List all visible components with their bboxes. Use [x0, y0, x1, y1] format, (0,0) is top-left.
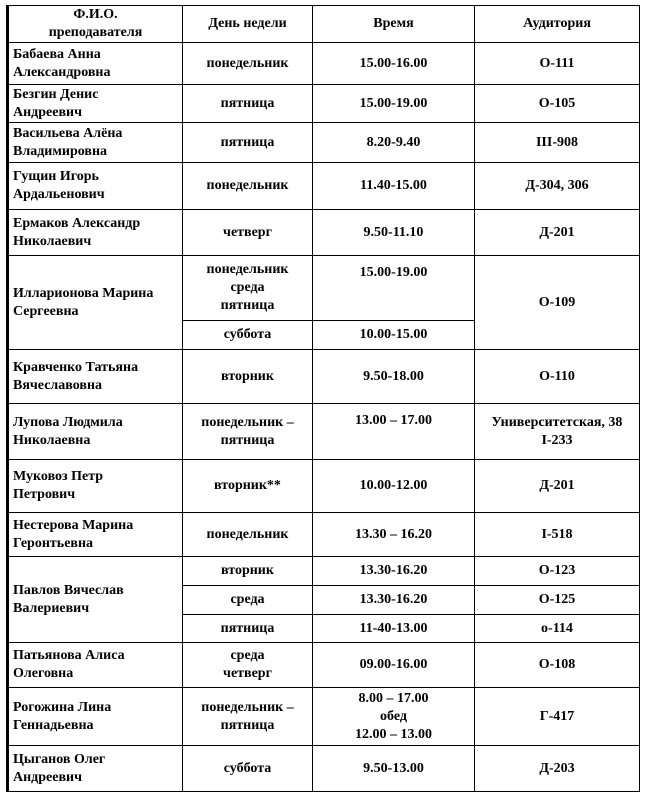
day-cell: понедельник – пятница — [183, 404, 313, 460]
day-cell: понедельник — [183, 163, 313, 210]
day-cell: вторник — [183, 350, 313, 404]
day-cell: вторник — [183, 557, 313, 586]
header-day: День недели — [183, 6, 313, 43]
time-cell: 9.50-11.10 — [313, 210, 475, 256]
room-cell: О-109 — [475, 256, 640, 350]
teacher-name: Цыганов Олег Андреевич — [8, 746, 183, 792]
time-cell: 9.50-13.00 — [313, 746, 475, 792]
day-cell: среда — [183, 586, 313, 615]
room-cell: О-110 — [475, 350, 640, 404]
time-cell: 10.00-12.00 — [313, 460, 475, 513]
day-cell: суббота — [183, 746, 313, 792]
table-row — [8, 513, 640, 557]
time-cell: 10.00-15.00 — [313, 321, 475, 350]
time-cell: 13.30-16.20 — [313, 586, 475, 615]
room-cell: О-108 — [475, 643, 640, 688]
time-cell: 11.40-15.00 — [313, 163, 475, 210]
room-cell: III-908 — [475, 123, 640, 163]
time-cell: 13.00 – 17.00 — [313, 404, 475, 460]
table-row — [8, 643, 640, 688]
table-row — [8, 163, 640, 210]
room-cell: О-111 — [475, 43, 640, 85]
room-cell: Д-201 — [475, 210, 640, 256]
time-cell: 13.30 – 16.20 — [313, 513, 475, 557]
table-row — [8, 746, 640, 792]
teacher-name: Гущин Игорь Ардальенович — [8, 163, 183, 210]
table-row — [8, 688, 640, 746]
day-cell: пятница — [183, 123, 313, 163]
day-cell: понедельник – пятница — [183, 688, 313, 746]
day-cell: пятница — [183, 615, 313, 643]
page-title-cropped — [70, 0, 590, 3]
teacher-name: Безгин Денис Андреевич — [8, 85, 183, 123]
teacher-name: Муковоз Петр Петрович — [8, 460, 183, 513]
teacher-name: Кравченко Татьяна Вячеславовна — [8, 350, 183, 404]
room-cell: Д-201 — [475, 460, 640, 513]
day-cell: пятница — [183, 85, 313, 123]
teacher-name: Патьянова Алиса Олеговна — [8, 643, 183, 688]
room-cell: О-125 — [475, 586, 640, 615]
table-row — [8, 85, 640, 123]
time-cell: 15.00-19.00 — [313, 85, 475, 123]
teacher-name: Рогожина Лина Геннадьевна — [8, 688, 183, 746]
time-cell: 15.00-19.00 — [313, 256, 475, 321]
teacher-name: Павлов Вячеслав Валериевич — [8, 557, 183, 643]
day-cell: среда четверг — [183, 643, 313, 688]
table-row — [8, 460, 640, 513]
table-header-row — [8, 6, 640, 43]
time-cell: 09.00-16.00 — [313, 643, 475, 688]
day-cell: четверг — [183, 210, 313, 256]
header-time: Время — [313, 6, 475, 43]
table-row — [8, 350, 640, 404]
room-cell: о-114 — [475, 615, 640, 643]
teacher-name: Бабаева Анна Александровна — [8, 43, 183, 85]
teacher-name: Васильева Алёна Владимировна — [8, 123, 183, 163]
table-row — [8, 123, 640, 163]
table-row — [8, 404, 640, 460]
day-cell: вторник** — [183, 460, 313, 513]
room-cell: Д-203 — [475, 746, 640, 792]
teacher-name: Илларионова Марина Сергеевна — [8, 256, 183, 350]
room-cell: О-123 — [475, 557, 640, 586]
teacher-name: Нестерова Марина Геронтьевна — [8, 513, 183, 557]
room-cell: I-518 — [475, 513, 640, 557]
time-cell: 11-40-13.00 — [313, 615, 475, 643]
time-cell: 9.50-18.00 — [313, 350, 475, 404]
table-row — [8, 210, 640, 256]
room-cell: Университетская, 38 I-233 — [475, 404, 640, 460]
room-cell: О-105 — [475, 85, 640, 123]
room-cell: Д-304, 306 — [475, 163, 640, 210]
time-cell: 13.30-16.20 — [313, 557, 475, 586]
room-cell: Г-417 — [475, 688, 640, 746]
teacher-name: Лупова Людмила Николаевна — [8, 404, 183, 460]
table-row — [8, 256, 640, 321]
time-cell: 15.00-16.00 — [313, 43, 475, 85]
table-row — [8, 557, 640, 586]
time-cell: 8.00 – 17.00 обед 12.00 – 13.00 — [313, 688, 475, 746]
day-cell: суббота — [183, 321, 313, 350]
day-cell: понедельник — [183, 43, 313, 85]
consultation-schedule-table — [6, 5, 640, 792]
time-cell: 8.20-9.40 — [313, 123, 475, 163]
header-room: Аудитория — [475, 6, 640, 43]
teacher-name: Ермаков Александр Николаевич — [8, 210, 183, 256]
table-row — [8, 43, 640, 85]
day-cell: понедельник среда пятница — [183, 256, 313, 321]
header-name: Ф.И.О. преподавателя — [8, 6, 183, 43]
day-cell: понедельник — [183, 513, 313, 557]
